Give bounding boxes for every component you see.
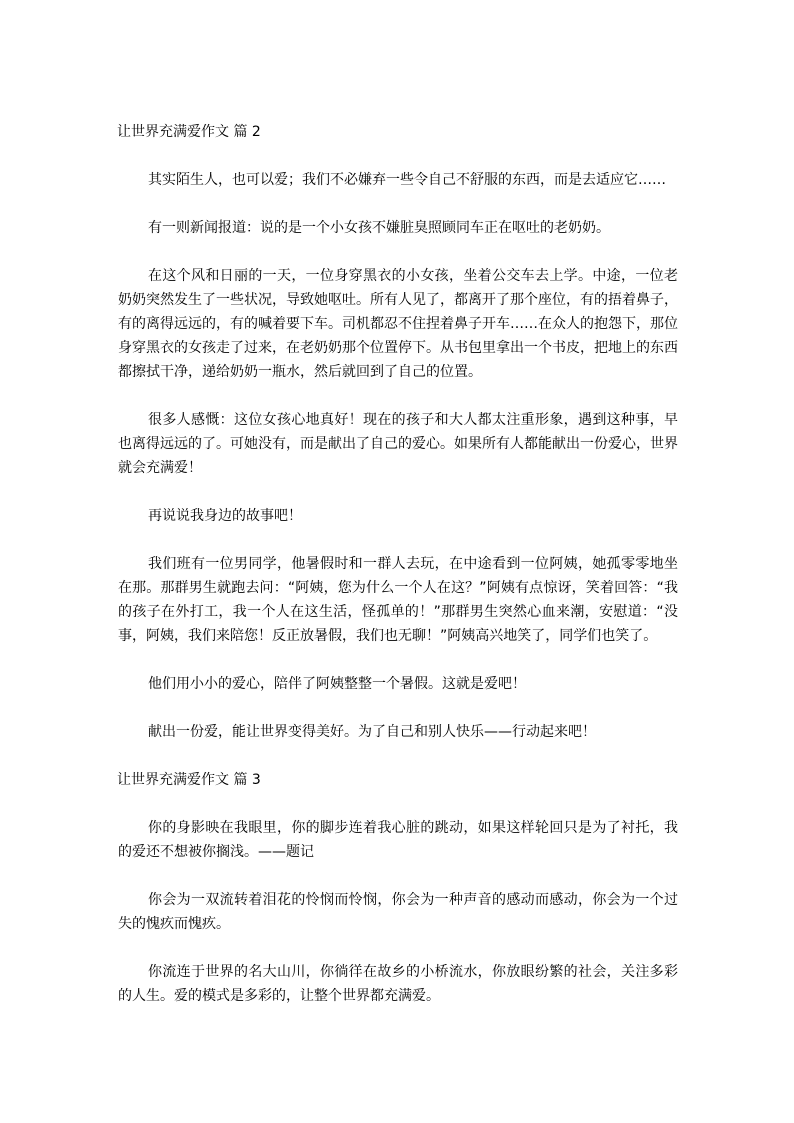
paragraph: 有一则新闻报道：说的是一个小女孩不嫌脏臭照顾同车正在呕吐的老奶奶。 bbox=[148, 220, 610, 236]
paragraph: 其实陌生人，也可以爱；我们不必嫌弃一些令自己不舒服的东西，而是去适应它…… bbox=[148, 172, 666, 188]
paragraph: 很多人感慨：这位女孩心地真好！现在的孩子和大人都太注重形象，遇到这种事，早也离得远远的了。可她没有，而是献出了自己的爱心。如果所有人都能献出一份爱心，世界就会充满爱！ bbox=[118, 412, 678, 476]
paragraph: 我们班有一位男同学，他暑假时和一群人去玩，在中途看到一位阿姨，她孤零零地坐在那。那群男生就跑去问：“阿姨，您为什么一个人在这？”阿姨有点惊讶，笑着回答：“我的孩子在外打工，我一个人在这生活，怪孤单的！”那群男生突然心血来潮，安慰道：“没事，阿姨，我们来陪您！反正放暑假，我们也无聊！”阿姨高兴地笑了，同学们也笑了。 bbox=[118, 556, 678, 644]
section-heading-3: 让世界充满爱作文 篇 3 bbox=[117, 772, 261, 788]
paragraph: 献出一份爱，能让世界变得美好。为了自己和别人快乐——行动起来吧！ bbox=[148, 724, 596, 740]
section-heading-2: 让世界充满爱作文 篇 2 bbox=[117, 124, 261, 140]
paragraph: 他们用小小的爱心，陪伴了阿姨整整一个暑假。这就是爱吧！ bbox=[148, 676, 526, 692]
paragraph: 你流连于世界的名大山川，你徜徉在故乡的小桥流水，你放眼纷繁的社会，关注多彩的人生。爱的模式是多彩的，让整个世界都充满爱。 bbox=[118, 964, 678, 1004]
paragraph: 在这个风和日丽的一天，一位身穿黑衣的小女孩，坐着公交车去上学。中途，一位老奶奶突然发生了一些状况，导致她呕吐。所有人见了，都离开了那个座位，有的捂着鼻子，有的离得远远的，有的喊着要下车。司机都忍不住捏着鼻子开车……在众人的抱怨下，那位身穿黑衣的女孩走了过来，在老奶奶那个位置停下。从书包里拿出一个书皮，把地上的东西都擦拭干净，递给奶奶一瓶水，然后就回到了自己的位置。 bbox=[118, 268, 678, 380]
paragraph: 再说说我身边的故事吧！ bbox=[148, 508, 302, 524]
paragraph: 你的身影映在我眼里，你的脚步连着我心脏的跳动，如果这样轮回只是为了衬托，我的爱还不想被你搁浅。——题记 bbox=[118, 820, 678, 860]
paragraph: 你会为一双流转着泪花的怜悯而怜悯，你会为一种声音的感动而感动，你会为一个过失的愧疚而愧疚。 bbox=[118, 892, 678, 932]
